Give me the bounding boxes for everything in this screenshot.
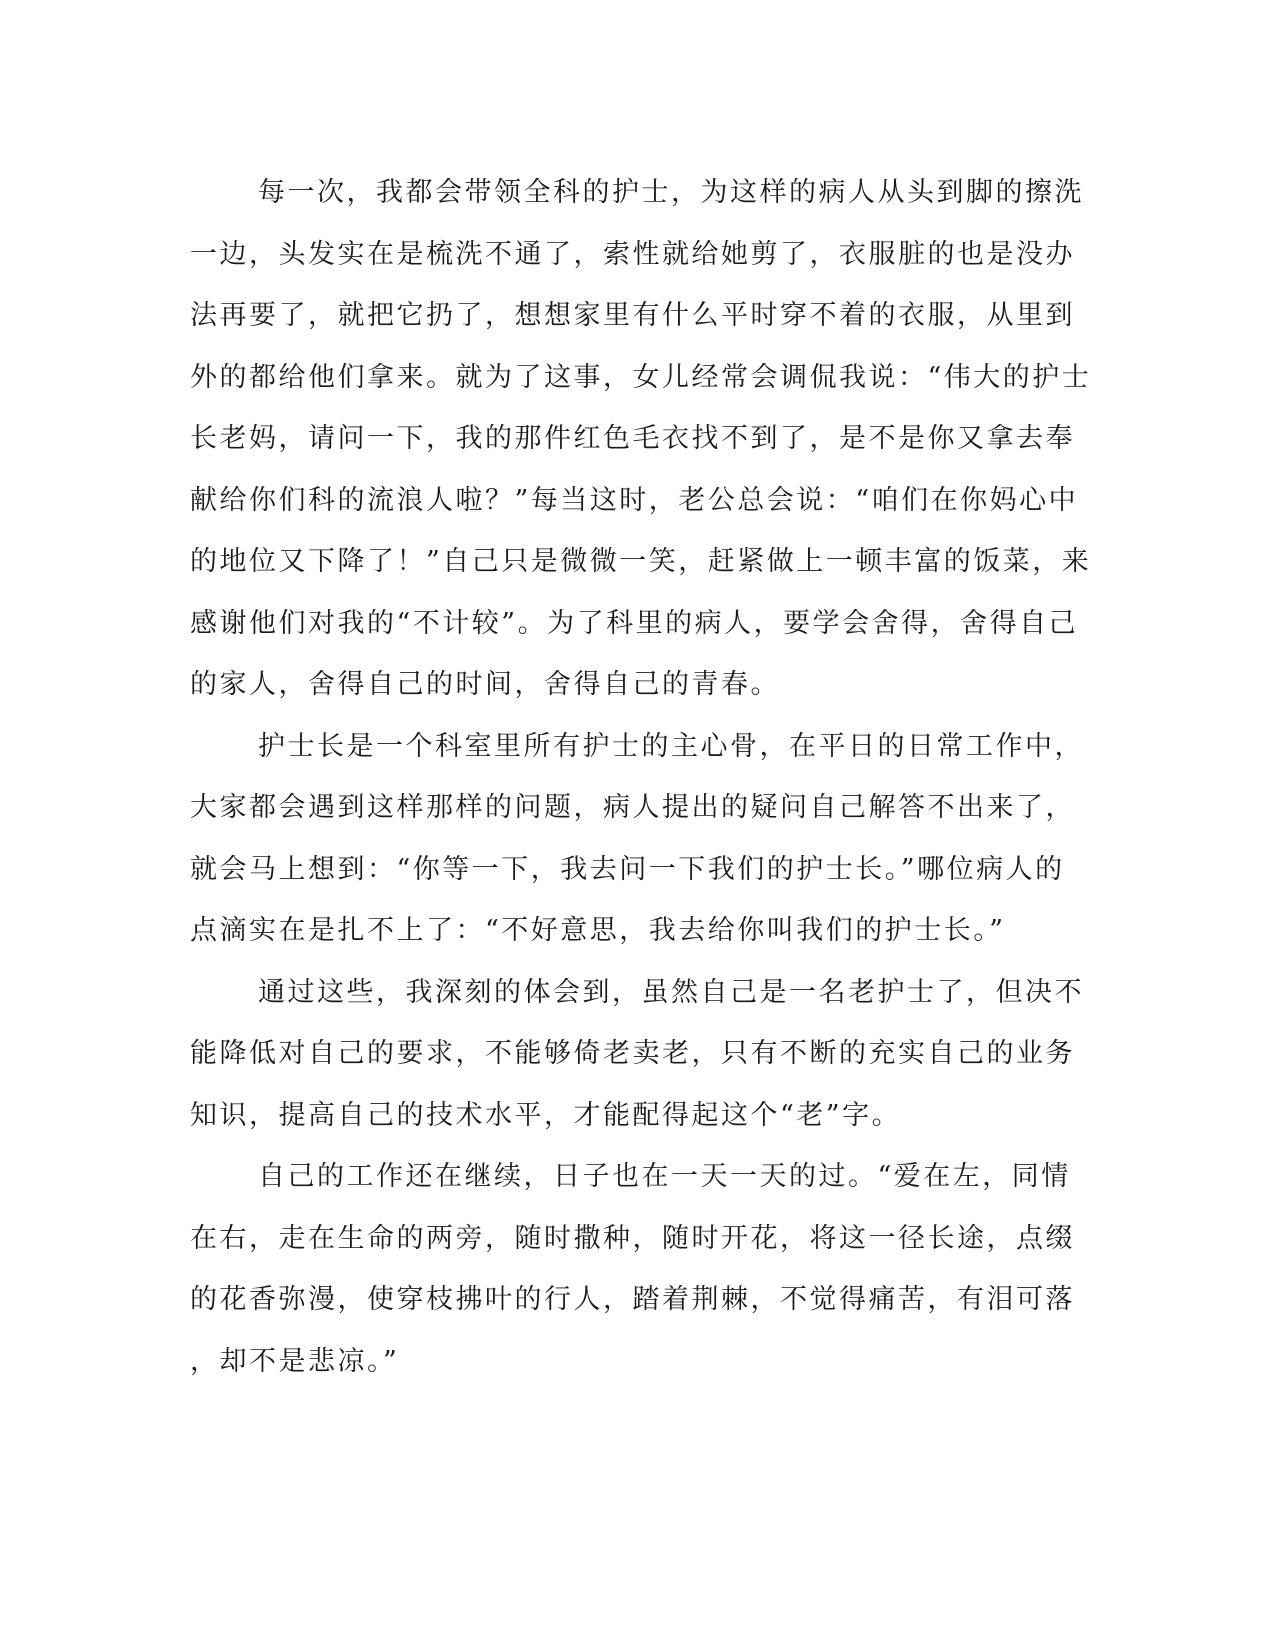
paragraph-1-line-3: 法再要了，就把它扔了，想想家里有什么平时穿不着的衣服，从里到 (190, 300, 1075, 331)
paragraph-4-line-3: 的花香弥漫，使穿枝拂叶的行人，踏着荆棘，不觉得痛苦，有泪可落 (190, 1284, 1075, 1315)
paragraph-2-line-3: 就会马上想到：“你等一下，我去问一下我们的护士长。”哪位病人的 (190, 853, 1065, 885)
paragraph-1-line-2: 一边，头发实在是梳洗不通了，索性就给她剪了，衣服脏的也是没办 (190, 238, 1075, 270)
document-body (190, 162, 1092, 1392)
paragraph-1-line-6: 献给你们科的流浪人啦？”每当这时，老公总会说：“咱们在你妈心中 (190, 484, 1079, 516)
paragraph-3-line-3: 知识，提高自己的技术水平，才能配得起这个“老”字。 (190, 1099, 902, 1131)
paragraph-2-line-4: 点滴实在是扎不上了：“不好意思，我去给你叫我们的护士长。” (190, 915, 1006, 946)
paragraph-2-line-2: 大家都会遇到这样那样的问题，病人提出的疑问自己解答不出来了， (190, 792, 1075, 823)
paragraph-2-line-1: 护士长是一个科室里所有护士的主心骨，在平日的日常工作中， (258, 730, 1084, 762)
paragraph-4-line-2: 在右，走在生命的两旁，随时撒种，随时开花，将这一径长途，点缀 (190, 1222, 1075, 1254)
paragraph-1-line-1: 每一次，我都会带领全科的护士，为这样的病人从头到脚的擦洗 (258, 177, 1084, 208)
paragraph-1-line-7: 的地位又下降了！”自己只是微微一笑，赶紧做上一顿丰富的饭菜，来 (190, 546, 1092, 577)
paragraph-1-line-8: 感谢他们对我的“不计较”。为了科里的病人，要学会舍得，舍得自己 (190, 607, 1079, 639)
paragraph-1-line-9: 的家人，舍得自己的时间，舍得自己的青春。 (190, 669, 780, 700)
paragraph-4-line-4: ，却不是悲凉。” (190, 1345, 400, 1377)
paragraph-4-line-1: 自己的工作还在继续，日子也在一天一天的过。“爱在左，同情 (258, 1161, 1071, 1192)
paragraph-1-line-5: 长老妈，请问一下，我的那件红色毛衣找不到了，是不是你又拿去奉 (190, 423, 1075, 454)
paragraph-3-line-2: 能降低对自己的要求，不能够倚老卖老，只有不断的充实自己的业务 (190, 1038, 1075, 1069)
paragraph-1-line-4: 外的都给他们拿来。就为了这事，女儿经常会调侃我说：“伟大的护士 (190, 361, 1092, 393)
paragraph-3-line-1: 通过这些，我深刻的体会到，虽然自己是一名老护士了，但决不 (258, 976, 1084, 1008)
